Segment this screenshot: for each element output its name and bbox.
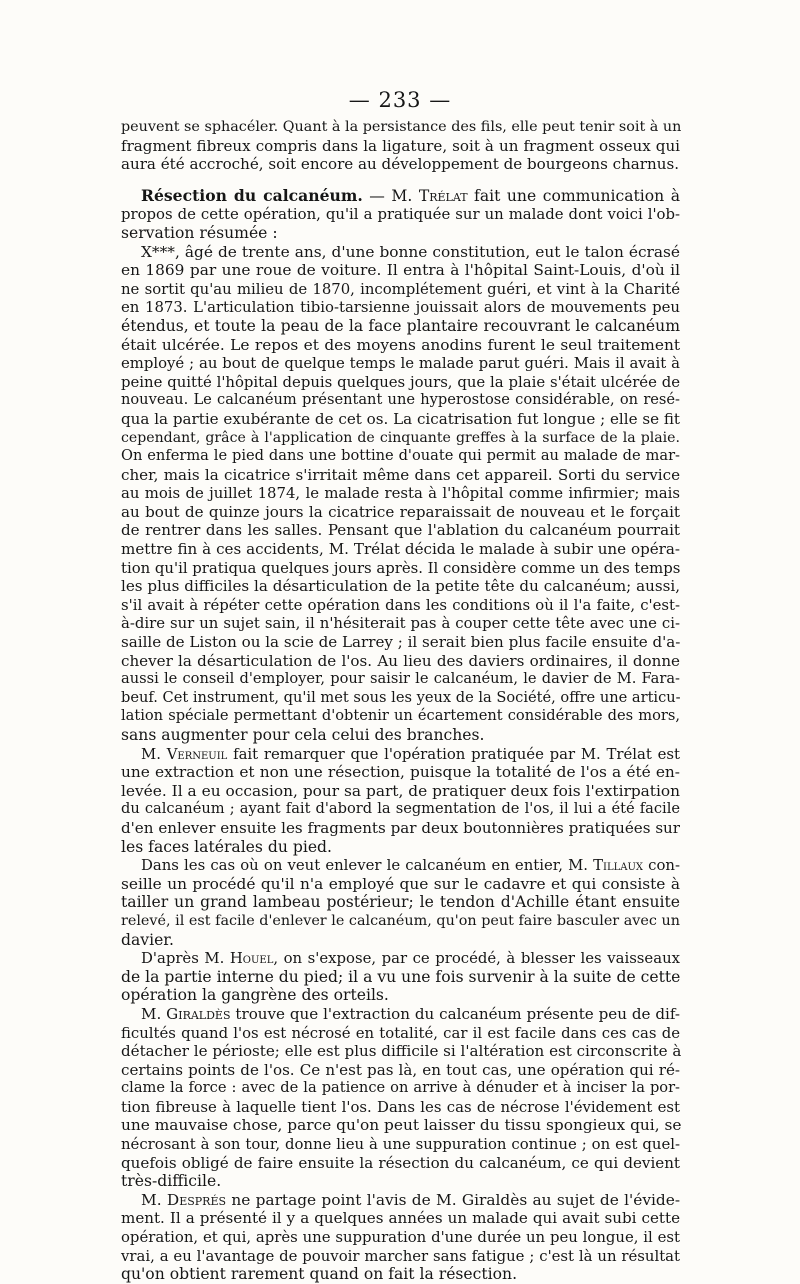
text-line: nécrosant à son tour, donne lieu à une suppuration continue ; on est quel- <box>121 1135 680 1154</box>
speaker-name: Després <box>166 1190 227 1209</box>
text-line: au mois de juillet 1874, le malade resta à l'hôpital comme infirmier; mais <box>121 484 680 503</box>
text-line: était ulcérée. Le repos et des moyens anodins furent le seul traitement <box>121 335 680 354</box>
text-line: tailler un grand lambeau postérieur; le tendon d'Achille étant ensuite <box>121 893 680 912</box>
text-fragment: con- <box>643 856 681 875</box>
text-line: On enferma le pied dans une bottine d'ouate qui permit au malade de mar- <box>121 447 680 465</box>
text-line: étendus, et toute la peau de la face plantaire recouvrant le calcanéum <box>121 316 680 335</box>
text-line: quefois obligé de faire ensuite la résection du calcanéum, ce qui devient <box>121 1153 680 1172</box>
text-line: cher, mais la cicatrice s'irritait même dans cet appareil. Sorti du service <box>121 465 680 484</box>
text-line: une mauvaise chose, parce qu'on peut laisser du tissu spongieux qui, se <box>121 1116 682 1135</box>
text-line: en 1873. L'articulation tibio-tarsienne jouissait alors de mouvements peu <box>121 298 680 317</box>
text-line: clame la force : avec de la patience on arrive à dénuder et à inciser la por- <box>121 1079 680 1097</box>
text-line: ne sortit qu'au milieu de 1870, incomplétement guéri, et vint à la Charité <box>121 279 680 298</box>
text-line: beuf. Cet instrument, qu'il met sous les yeux de la Société, offre une articu- <box>121 688 681 706</box>
paragraph-despres <box>121 1191 680 1284</box>
paragraph-verneuil <box>121 745 680 857</box>
text-line: vrai, a eu l'avantage de pouvoir marcher sans fatigue ; c'est là un résultat <box>121 1246 680 1265</box>
text-fragment: D'après M. <box>141 949 230 968</box>
speaker-name: Tillaux <box>593 856 644 875</box>
text-line: au bout de quinze jours la cicatrice reparaissait de nouveau et le forçait <box>121 502 680 521</box>
text-line: fragment fibreux compris dans la ligature, soit à un fragment osseux qui <box>121 136 680 155</box>
text-line: ficultés quand l'os est nécrosé en totalité, car il est facile dans ces cas de <box>121 1023 680 1042</box>
text-line: certains points de l'os. Ce n'est pas là, en tout cas, une opération qui ré- <box>121 1060 680 1079</box>
paragraph-continuation <box>121 118 680 174</box>
text-line: M. Verneuil fait remarquer que l'opération pratiquée par M. Trélat est <box>141 744 680 763</box>
text-line: saille de Liston ou la scie de Larrey ; il serait bien plus facile ensuite d'a- <box>121 633 681 652</box>
text-line: du calcanéum ; ayant fait d'abord la segmentation de l'os, il lui a été facile <box>121 800 680 818</box>
speaker-name: Houel <box>229 949 274 968</box>
text-fragment: , on s'expose, par ce procédé, à blesser les vaisseaux <box>273 949 680 968</box>
text-line: tion fibreuse à laquelle tient l'os. Dans les cas de nécrose l'évidement est <box>121 1097 680 1116</box>
paragraph-resection <box>121 187 680 243</box>
paragraph-observation <box>121 243 680 745</box>
text-line: employé ; au bout de quelque temps le malade parut guéri. Mais il avait à <box>121 354 680 373</box>
text-line: propos de cette opération, qu'il a pratiquée sur un malade dont voici l'ob- <box>121 205 680 224</box>
text-line: lation spéciale permettant d'obtenir un écartement considérable des mors, <box>121 707 680 725</box>
text-line: X***, âgé de trente ans, d'une bonne constitution, eut le talon écrasé <box>141 242 680 261</box>
text-line: mettre fin à ces accidents, M. Trélat décida le malade à subir une opéra- <box>121 540 680 559</box>
text-line: peine quitté l'hôpital depuis quelques jours, que la plaie s'était ulcérée de <box>121 372 680 391</box>
text-line: détacher le périoste; elle est plus difficile si l'altération est circonscrite à <box>121 1042 682 1061</box>
text-fragment: trouve que l'extraction du calcanéum présente peu de dif- <box>230 1004 680 1023</box>
speaker-name: Giraldès <box>166 1004 231 1023</box>
text-fragment: — M. <box>362 186 419 205</box>
text-line: sans augmenter pour cela celui des branches. <box>121 726 485 744</box>
body-text <box>121 118 680 1284</box>
text-line <box>121 856 680 875</box>
text-line: de la partie interne du pied; il a vu une fois survenir à la suite de cette <box>121 967 681 986</box>
text-fragment: Dans les cas où on veut enlever le calcanéum en entier, M. <box>141 856 594 875</box>
speaker-name: Verneuil <box>166 744 228 763</box>
text-line: une extraction et non une résection, puisque la totalité de l'os a été en- <box>121 763 680 782</box>
paragraph-tillaux <box>121 856 680 949</box>
text-line: levée. Il a eu occasion, pour sa part, de pratiquer deux fois l'extirpation <box>121 781 680 800</box>
text-line: ment. Il a présenté il y a quelques années un malade qui avait subi cette <box>121 1209 680 1228</box>
text-line <box>121 949 680 968</box>
text-line: aussi le conseil d'employer, pour saisir le calcanéum, le davier de M. Fara- <box>121 670 680 688</box>
text-line: nouveau. Le calcanéum présentant une hyperostose considérable, on resé- <box>121 391 680 409</box>
text-line: très-difficile. <box>121 1172 222 1191</box>
text-line: opération la gangrène des orteils. <box>121 986 389 1005</box>
text-line: opération, et qui, après une suppuration d'une durée un peu longue, il est <box>121 1228 680 1247</box>
text-line: servation résumée : <box>121 223 278 242</box>
text-line: cependant, grâce à l'application de cinquante greffes à la surface de la plaie. <box>121 429 680 446</box>
heading-line <box>121 187 680 206</box>
speaker-name: Trélat <box>418 186 468 205</box>
text-line: M. Giraldès trouve que l'extraction du calcanéum présente peu de dif- <box>141 1004 680 1023</box>
text-line: peuvent se sphacéler. Quant à la persistance des fils, elle peut tenir soit à un <box>121 119 682 135</box>
text-line: M. Després ne partage point l'avis de M. Giraldès au sujet de l'évide- <box>141 1190 680 1209</box>
text-line: qua la partie exubérante de cet os. La cicatrisation fut longue ; elle se fit <box>121 409 680 428</box>
text-line: relevé, il est facile d'enlever le calcanéum, qu'on peut faire basculer avec un <box>121 912 680 929</box>
text-line: à-dire sur un sujet sain, il n'hésiterait pas à couper cette tête avec une ci- <box>121 614 680 633</box>
page-number: — 233 — <box>348 88 452 112</box>
text-line: d'en enlever ensuite les fragments par deux boutonnières pratiquées sur <box>121 818 680 837</box>
text-fragment: fait une communication à <box>467 186 680 205</box>
text-fragment: fait remarquer que l'opération pratiquée par M. Trélat est <box>227 744 680 763</box>
text-line: davier. <box>121 930 175 949</box>
paragraph-houel <box>121 949 680 1005</box>
text-line: chever la désarticulation de l'os. Au lieu des daviers ordinaires, il donne <box>121 651 680 670</box>
section-heading: Résection du calcanéum. <box>141 185 363 205</box>
text-line: de rentrer dans les salles. Pensant que l'ablation du calcanéum pourrait <box>121 521 680 540</box>
text-line: aura été accroché, soit encore au développement de bourgeons charnus. <box>121 155 680 174</box>
text-line: les faces latérales du pied. <box>121 837 332 856</box>
text-line: s'il avait à répéter cette opération dans les conditions où il l'a faite, c'est- <box>121 595 680 614</box>
paragraph-giraldes <box>121 1005 680 1191</box>
text-line: seille un procédé qu'il n'a employé que sur le cadavre et qui consiste à <box>121 874 680 893</box>
text-fragment: ne partage point l'avis de M. Giraldès au sujet de l'évide- <box>226 1190 680 1209</box>
text-line: les plus difficiles la désarticulation de la petite tête du calcanéum; aussi, <box>121 577 680 596</box>
text-line: en 1869 par une roue de voiture. Il entra à l'hôpital Saint-Louis, d'où il <box>121 261 680 280</box>
text-line: tion qu'il pratiqua quelques jours après. Il considère comme un des temps <box>121 558 681 577</box>
text-line: qu'on obtient rarement quand on fait la résection. <box>121 1265 518 1284</box>
